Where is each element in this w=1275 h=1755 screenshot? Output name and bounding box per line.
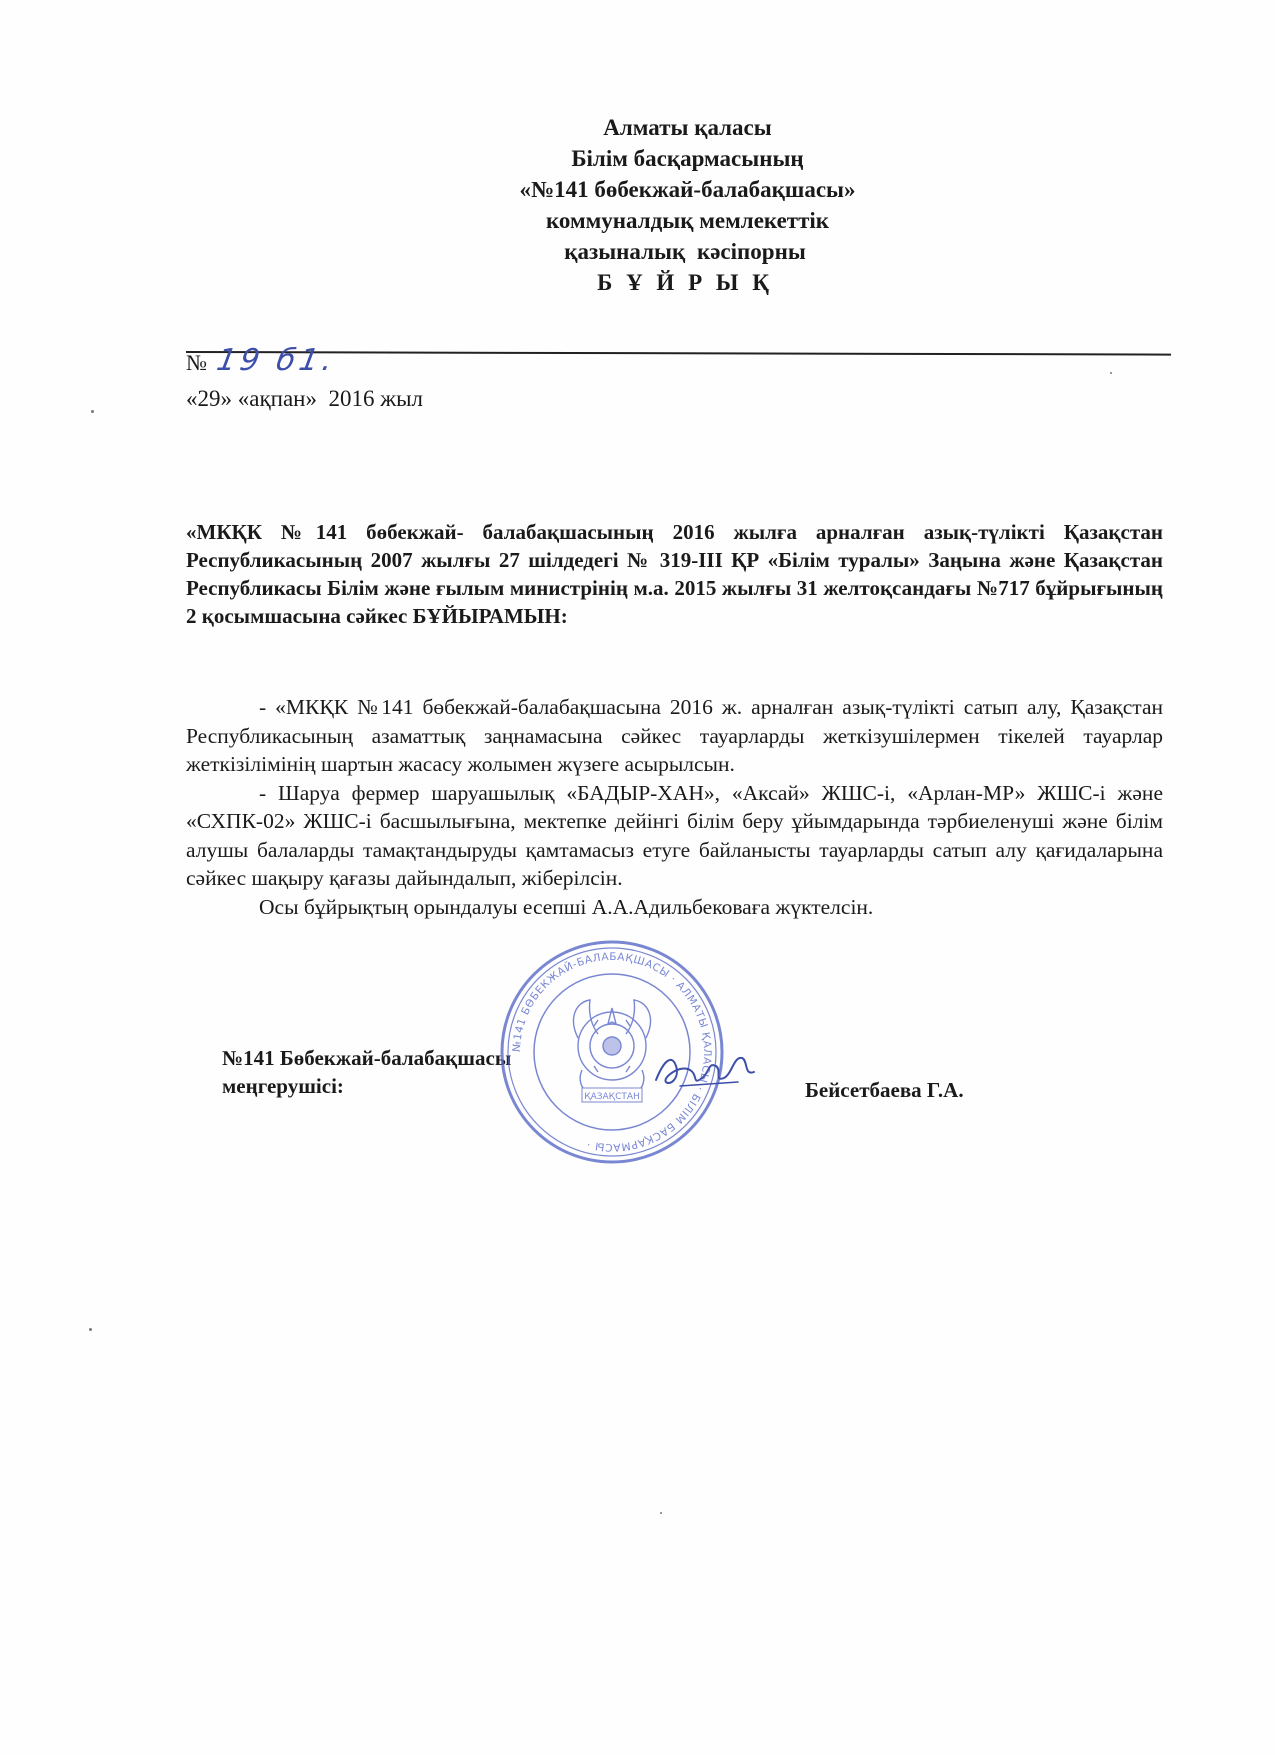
order-preamble: «МКҚК №141 бөбекжай- балабақшасының 2016 жылға арналған азық-түлікті Қазақстан Республикасының 2007 жылғы 27 шілдедегі № 319-ІІІ ҚР «Білім туралы» Заңына және Қазақстан Республикасы Білім және ғылым министрінің м.а. 2015 жылғы 31 желтоқсандағы №717 бұйрығының 2 қосымшасына сәйкес БҰЙЫРАМЫН: [186, 520, 1163, 628]
scan-speck [89, 1328, 92, 1331]
seal-circular-text: №141 БӨБЕКЖАЙ-БАЛАБАҚШАСЫ · АЛМАТЫ ҚАЛАСЫ · БІЛІМ БАСҚАРМАСЫ · [510, 950, 714, 1154]
directive-item: - Шаруа фермер шаруашылық «БАДЫР-ХАН», «Аксай» ЖШС-і, «Арлан-МР» ЖШС-і және «СХПК-02» ЖШС-і басшылығына, мектепке дейінгі білім беру ұйымдарында тәрбиеленуші және білім алушы балаларды тамақтандыруды қамтамасыз етуге байланысты тауарларды сатып алу қағидаларына сәйкес шақыру қағазы дайындалып, жіберілсін. [186, 780, 1163, 890]
scan-speck [660, 1512, 662, 1514]
seal-center-text: ҚАЗАҚСТАН [584, 1092, 640, 1102]
scan-speck [1110, 372, 1112, 374]
signatory-position [222, 1044, 511, 1100]
header-organization: «№141 бөбекжай-балабақшасы» [519, 177, 856, 202]
header-enterprise-kind: қазыналық кәсіпорны [564, 239, 806, 264]
directive-responsibility: Осы бұйрықтың орындалуы есепші А.А.Адильбековаға жүктелсін. [259, 894, 874, 919]
directive-item: - «МКҚК №141 бөбекжай-балабақшасына 2016 ж. арналған азық-түлікті сатып алу, Қазақстан Республикасының азаматтық заңнамасына сәйкес тауарларды жеткізушілермен тікелей тауарлар жеткізілімінің шартын жасасу жолымен жүзеге асырылсын. [186, 695, 1163, 776]
signatory-name: Бейсетбаева Г.А. [805, 1078, 964, 1102]
signatory-position-line1: №141 Бөбекжай-балабақшасы [222, 1046, 512, 1070]
header-department: Білім басқармасының [571, 146, 804, 171]
order-date: «29» «ақпан» 2016 жыл [186, 386, 424, 411]
scan-speck [91, 410, 94, 413]
header-city: Алматы қаласы [603, 115, 772, 140]
order-number [186, 343, 340, 378]
order-number-handwritten: 19 б1. [214, 343, 340, 378]
emblem-icon [574, 1000, 651, 1098]
document-header [0, 112, 1275, 298]
signatory-position-line2: меңгерушісі: [222, 1074, 344, 1098]
order-number-label: № [186, 350, 207, 375]
order-directives [186, 693, 1163, 921]
handwritten-signature [650, 1042, 760, 1097]
document-title: Б Ұ Й Р Ы Қ [597, 270, 773, 295]
header-enterprise-type: коммуналдық мемлекеттік [545, 208, 830, 233]
